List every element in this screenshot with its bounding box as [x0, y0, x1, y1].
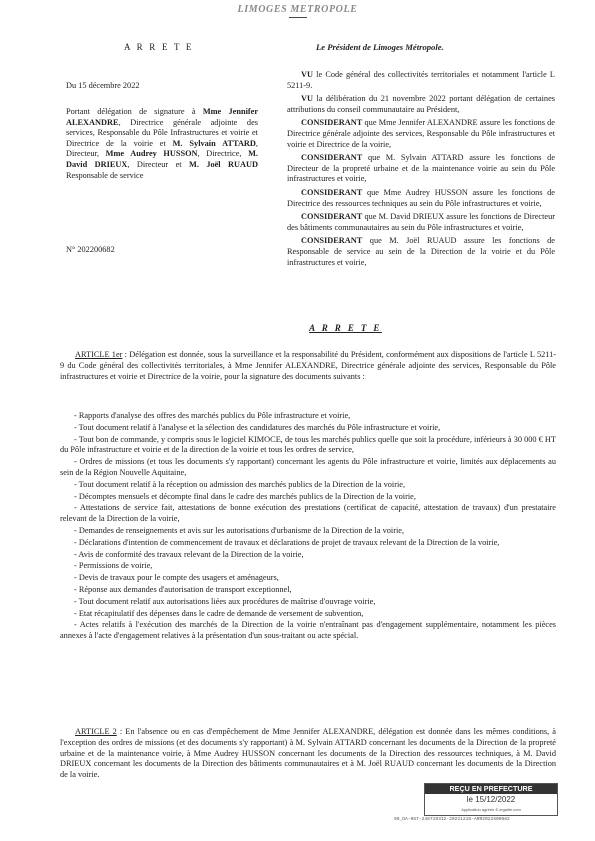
considerant-text: la délibération du 21 novembre 2022 portant délégation de certaines attributions du conseil communautaire au Président,: [287, 94, 555, 114]
prefecture-stamp: [424, 783, 558, 816]
arrete-heading-mid: A R R E T E: [309, 323, 382, 333]
article-2-label: ARTICLE 2: [75, 727, 117, 736]
considerant-text: le Code général des collectivités territoriales et notamment l'article L 5211-9.: [287, 70, 555, 90]
considerant-text: que M. David DRIEUX assure les fonctions de Directeur des bâtiments communautaires au sein du Pôle infrastructures et voirie,: [287, 212, 555, 232]
list-item: - Etat récapitulatif des dépenses dans le cadre de demande de versement de subvention,: [74, 608, 364, 618]
list-item: - Réponse aux demandes d'autorisation de transport exceptionnel,: [74, 584, 292, 594]
considerant-keyword: CONSIDERANT: [301, 187, 363, 197]
considerant-paragraph: [287, 212, 555, 233]
considerant-keyword: VU: [301, 94, 313, 104]
article-1-paragraph: [60, 350, 556, 382]
list-item: - Tout document relatif à l'analyse et la sélection des candidatures des marchés du Pôle infrastructure et voirie,: [74, 422, 441, 432]
list-item: - Avis de conformité des travaux relevant de la Direction de la voirie,: [74, 549, 304, 559]
delegate-name: M. David DRIEUX: [66, 149, 258, 169]
delegate-name: Mme Audrey HUSSON: [105, 149, 198, 159]
list-item: - Attestations de service fait, attestations de bonne exécution des prestations (certificat de capacité, attestation de travaux) d'un prestataire relevant de la Direction de la voirie,: [60, 503, 556, 524]
org-header: LIMOGES METROPOLE: [237, 4, 358, 15]
acknowledgement-id: 99_DA-087-248719312-20221215-ARR2022S00682: [394, 817, 510, 822]
considerant-paragraph: [287, 118, 555, 150]
list-item: - Demandes de renseignements et avis sur les autorisations d'urbanisme de la Direction de la voirie,: [74, 525, 405, 535]
article-1: [60, 350, 556, 382]
header-rule: [289, 17, 307, 18]
object-text: , Directrice,: [197, 149, 249, 159]
list-item: - Actes relatifs à l'exécution des marchés de la Direction de la voirie n'entraînant pas d'engagement supplémentaire, notamment les pièces annexes à l'acte d'engagement relatives à la présentation d'un sous-traitant ou acte spécial.: [60, 620, 556, 641]
signatory-heading: Le Président de Limoges Métropole.: [316, 42, 444, 52]
object-text: Responsable de service: [66, 170, 144, 180]
delegate-name: Mme Jennifer ALEXANDRE: [66, 107, 258, 127]
considerant-text: que Mme Audrey HUSSON assure les fonctions de Directrice des ressources techniques au sein du Pôle infrastructures et voirie,: [287, 187, 555, 208]
considerant-paragraph: [287, 70, 555, 91]
article-2-paragraph: [60, 727, 556, 781]
decree-object: [66, 107, 258, 181]
considerant-keyword: CONSIDERANT: [301, 236, 363, 246]
considerant-paragraph: [287, 236, 555, 268]
considerant-paragraph: [287, 188, 555, 209]
article-1-label: ARTICLE 1er: [75, 350, 123, 359]
object-text: , Directeur et: [127, 159, 189, 169]
list-item: - Tout bon de commande, y compris sous le logiciel KIMOCE, de tous les marchés publics quelle que soit la procédure, inférieurs à 30 000 € HT du Pôle infrastructure et voirie et de la direction de la voirie et tous les ordres de service,: [60, 434, 556, 455]
list-item: - Rapports d'analyse des offres des marchés publics du Pôle infrastructure et voirie,: [74, 411, 351, 420]
delegate-name: M. Joël RUAUD: [189, 159, 258, 169]
article-1-text: : Délégation est donnée, sous la surveillance et la responsabilité du Président, conformément aux dispositions de l'article L 5211-9 du Code général des collectivités territoriales, à Mme Jennifer ALEXANDRE, Directrice générale adjointe des services, Responsable du Pôle infrastructures et voirie et Directrice de la voirie, pour la signature des documents suivants :: [60, 350, 556, 381]
considerant-paragraph: [287, 94, 555, 115]
article-2: [60, 727, 556, 781]
stamp-title: REÇU EN PREFECTURE: [425, 784, 557, 794]
considerants-block: [287, 70, 555, 271]
considerant-paragraph: [287, 153, 555, 185]
decree-number: N° 202200682: [66, 245, 115, 254]
considerant-text: que Mme Jennifer ALEXANDRE assure les fonctions de Directrice générale adjointe des services, Responsable du Pôle infrastructures et voirie et Directrice de la voirie,: [287, 118, 555, 149]
considerant-text: que M. Sylvain ATTARD assure les fonctions de Directeur de la propreté urbaine et de la maintenance voirie au sein du Pôle infrastructures et voirie,: [287, 153, 555, 184]
considerant-keyword: CONSIDERANT: [301, 153, 363, 163]
article-2-text: : En l'absence ou en cas d'empêchement de Mme Jennifer ALEXANDRE, délégation est donnée dans les mêmes conditions, à l'exception des ordres de missions (et des documents s'y rapportant) à M. Sylvain ATTARD concernant les documents de la Direction de la propreté urbaine et de la maintenance voirie, à Mme Audrey HUSSON concernant les documents de la Direction des ressources techniques, à M. David DRIEUX concernant les documents de la Direction des bâtiments communautaires et à M. Joël RUAUD concernant les documents de la Direction de la voirie.: [60, 727, 556, 780]
object-text: , Directeur,: [66, 138, 258, 159]
list-item: - Tout document relatif aux autorisations liées aux procédures de maîtrise d'ouvrage voirie,: [74, 596, 376, 606]
list-item: - Tout document relatif à la réception ou admission des marchés publics de la Direction de la voirie,: [74, 479, 406, 489]
stamp-date: le 15/12/2022: [466, 795, 516, 804]
delegate-name: M. Sylvain ATTARD: [172, 138, 256, 148]
list-item: - Permissions de voirie,: [74, 561, 153, 571]
decree-date: Du 15 décembre 2022: [66, 81, 140, 90]
considerant-text: que M. Joël RUAUD assure les fonctions de Responsable de service au sein de la Direction de la voirie et du Pôle infrastructures et voirie,: [287, 236, 555, 267]
document-list: [60, 411, 556, 643]
considerant-keyword: CONSIDERANT: [301, 118, 363, 128]
considerant-keyword: CONSIDERANT: [301, 212, 363, 222]
list-item: - Décomptes mensuels et décompte final dans le cadre des marchés publics de la Direction de la voirie,: [74, 491, 416, 501]
list-item: - Déclarations d'intention de commencement de travaux et déclarations de projet de travaux relevant de la Direction de la voirie,: [74, 537, 500, 547]
list-item: - Ordres de missions (et tous les documents s'y rapportant) concernant les agents du Pôle infrastructure et voirie, limités aux déplacements au sein de la Région Nouvelle Aquitaine,: [60, 457, 556, 477]
arrete-heading-top: A R R E T E: [124, 42, 194, 52]
considerant-keyword: VU: [301, 70, 313, 79]
object-text: , Directrice générale adjointe des services, Responsable du Pôle Infrastructures et voirie et Directrice de la voirie et: [66, 117, 258, 148]
list-item: - Devis de travaux pour le compte des usagers et aménageurs,: [74, 573, 279, 583]
stamp-subtitle: Application agréée E-legalite.com: [461, 807, 521, 812]
object-intro: Portant délégation de signature à: [66, 107, 196, 116]
